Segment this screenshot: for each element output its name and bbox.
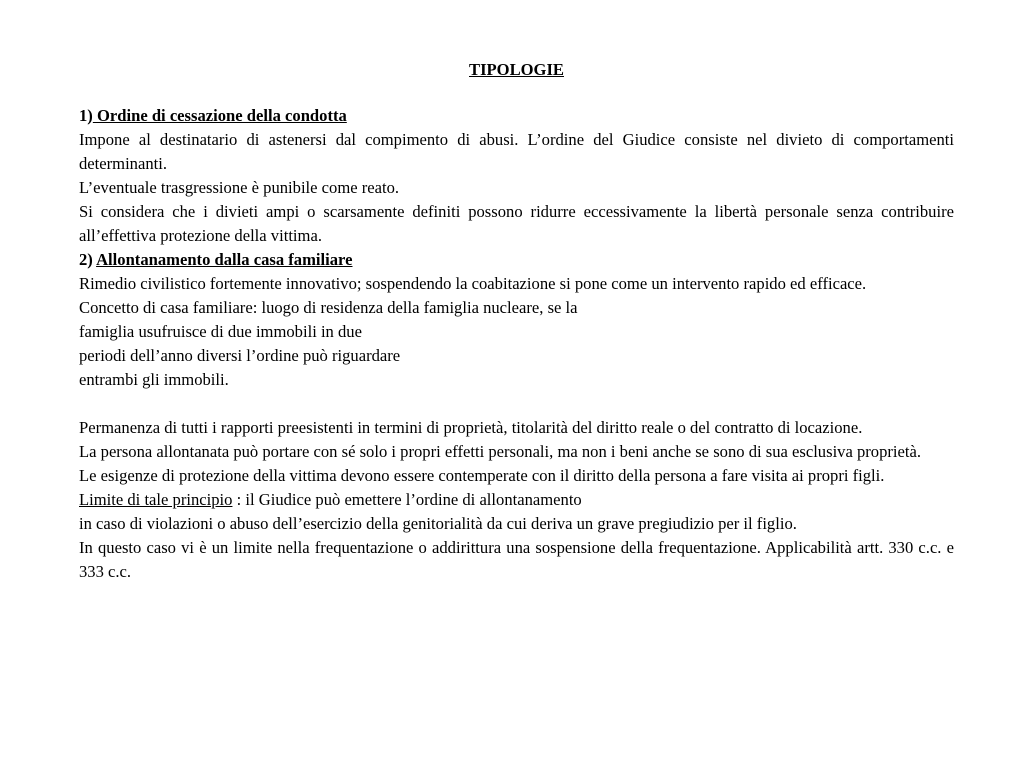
section-1-paragraph: Impone al destinatario di astenersi dal compimento di abusi. L’ordine del Giudice consiste nel divieto di comportamenti determinanti. — [79, 130, 954, 173]
section-1-paragraph: Si considera che i divieti ampi o scarsamente definiti possono ridurre eccessivamente la libertà personale senza contribuire all’effettiva protezione della vittima. — [79, 202, 954, 245]
section-2-title: Allontanamento dalla casa familiare — [96, 250, 353, 269]
section-2-paragraph: Rimedio civilistico fortemente innovativo; sospendendo la coabitazione si pone come un intervento rapido ed efficace. — [79, 274, 867, 293]
section-1-paragraph: L’eventuale trasgressione è punibile come reato. — [79, 178, 400, 197]
section-1-title: Ordine di cessazione della condotta — [92, 106, 347, 125]
section-1-heading — [79, 104, 954, 128]
limit-line — [79, 488, 954, 512]
limit-line-2: in caso di violazioni o abuso dell’esercizio della genitorialità da cui deriva un grave pregiudizio per il figlio. — [79, 514, 797, 533]
concept-indented-line: periodi dell’anno diversi l’ordine può riguardare — [79, 346, 401, 365]
concept-indented-line: entrambi gli immobili. — [79, 370, 229, 389]
section-2-number: 2) — [79, 250, 93, 269]
section-1-number: 1) — [79, 106, 93, 125]
concept-line: Concetto di casa familiare: luogo di residenza della famiglia nucleare, se la — [79, 298, 578, 317]
document-page — [79, 58, 954, 584]
document-title: TIPOLOGIE — [469, 60, 564, 79]
limit-label: Limite di tale principio — [79, 490, 233, 509]
final-paragraph: In questo caso vi è un limite nella frequentazione o addirittura una sospensione della frequentazione. Applicabilità artt. 330 c.c. e 333 c.c. — [79, 538, 954, 581]
limit-text: : il Giudice può emettere l’ordine di allontanamento — [232, 490, 582, 509]
section-2-paragraph: Permanenza di tutti i rapporti preesistenti in termini di proprietà, titolarità del diritto reale o del contratto di locazione. — [79, 418, 863, 437]
section-2-paragraph: La persona allontanata può portare con sé solo i propri effetti personali, ma non i beni anche se sono di sua esclusiva proprietà. — [79, 442, 922, 461]
blank-line — [79, 392, 954, 416]
section-2-heading — [79, 248, 954, 272]
section-2-paragraph: Le esigenze di protezione della vittima devono essere contemperate con il diritto della persona a fare visita ai propri figli. — [79, 466, 885, 485]
concept-indented-line: famiglia usufruisce di due immobili in due — [79, 322, 362, 341]
